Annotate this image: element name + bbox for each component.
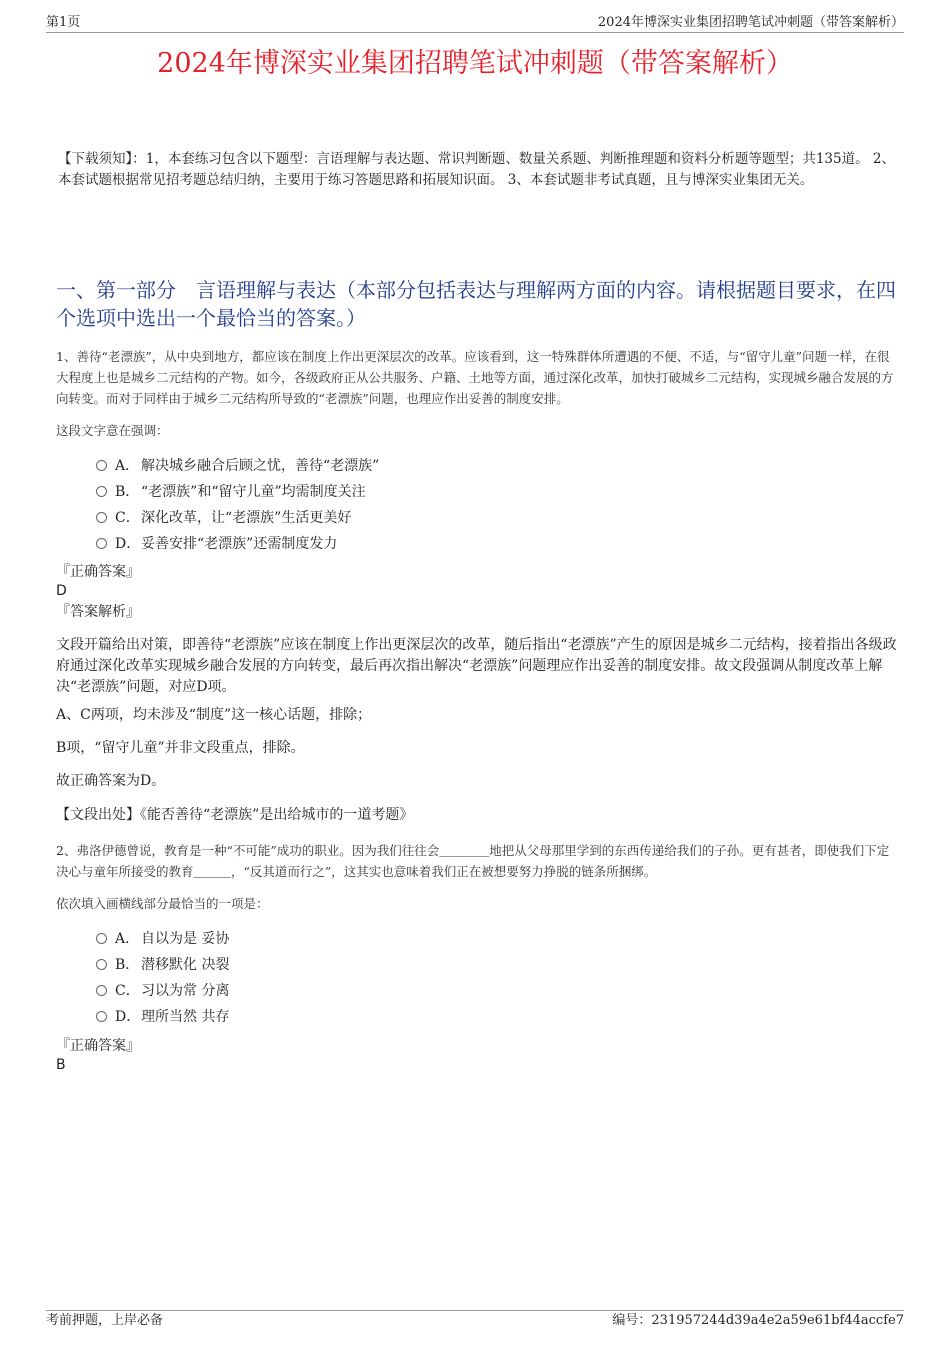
- radio-icon[interactable]: [96, 1011, 107, 1022]
- question-1-analysis-p2: A、C两项，均未涉及“制度”这一核心话题，排除；: [56, 707, 372, 723]
- question-1-option-d[interactable]: D．妥善安排“老漂族”还需制度发力: [96, 531, 898, 557]
- page-header: [46, 14, 904, 33]
- question-1-option-c[interactable]: C．深化改革，让“老漂族”生活更美好: [96, 505, 898, 531]
- question-2-option-b[interactable]: B． 潜移默化 决裂: [96, 952, 898, 978]
- question-2-answer: B: [56, 1057, 66, 1073]
- radio-icon[interactable]: [96, 486, 107, 497]
- header-doc-title: 2024年博深实业集团招聘笔试冲刺题（带答案解析）: [597, 15, 904, 30]
- radio-icon[interactable]: [96, 538, 107, 549]
- question-1-text: 1、善待“老漂族”，从中央到地方，都应该在制度上作出更深层次的改革。应该看到，这一特殊群体所遭遇的不便、不适，与“留守儿童”问题一样，在很大程度上也是城乡二元结构的产物。如今，各级政府正从公共服务、户籍、土地等方面，通过深化改革，加快打破城乡二元结构，实现城乡融合发展的方向转变。而对于同样由于城乡二元结构所导致的“老漂族”问题，也理应作出妥善的制度安排。: [56, 349, 894, 406]
- question-1-analysis-label: 『答案解析』: [56, 604, 140, 620]
- radio-icon[interactable]: [96, 959, 107, 970]
- question-2-option-a[interactable]: A． 自以为是 妥协: [96, 926, 898, 952]
- radio-icon[interactable]: [96, 933, 107, 944]
- question-1-options: [96, 453, 898, 557]
- question-2-text: 2、弗洛伊德曾说，教育是一种“不可能”成功的职业。因为我们往往会＿＿＿＿地把从父母那里学到的东西传递给我们的子孙。更有甚者，即使我们下定决心与童年所接受的教育＿＿＿，“反其道而行之”，这其实也意味着我们正在被想要努力挣脱的链条所捆绑。: [56, 843, 890, 879]
- download-notice: 【下载须知】：1，本套练习包含以下题型：言语理解与表达题、常识判断题、数量关系题、判断推理题和资料分析题等题型；共135道。 2、本套试题根据常见招考题总结归纳，主要用于练习答题思路和拓展知识面。 3、本套试题非考试真题，且与博深实业集团无关。: [58, 151, 895, 188]
- question-1-answer-label: 『正确答案』: [56, 564, 140, 580]
- question-2-options: [96, 926, 898, 1030]
- question-1-answer: D: [56, 583, 67, 599]
- footer-slogan: 考前押题，上岸必备: [46, 1313, 164, 1328]
- section-heading: 一、第一部分 言语理解与表达（本部分包括表达与理解两方面的内容。请根据题目要求，在四个选项中选出一个最恰当的答案。）: [56, 278, 896, 330]
- question-2-prompt: 依次填入画横线部分最恰当的一项是：: [56, 896, 269, 911]
- question-2-option-c[interactable]: C．习以为常 分离: [96, 978, 898, 1004]
- question-1-analysis-p3: B项，“留守儿童”并非文段重点，排除。: [56, 740, 305, 756]
- radio-icon[interactable]: [96, 985, 107, 996]
- question-2-answer-label: 『正确答案』: [56, 1038, 140, 1054]
- radio-icon[interactable]: [96, 460, 107, 471]
- question-1-source: 【文段出处】《能否善待“老漂族”是出给城市的一道考题》: [56, 807, 414, 823]
- radio-icon[interactable]: [96, 512, 107, 523]
- question-1-option-b[interactable]: B． “老漂族”和“留守儿童”均需制度关注: [96, 479, 898, 505]
- question-1-prompt: 这段文字意在强调：: [56, 423, 169, 438]
- page-footer: [46, 1310, 904, 1331]
- question-1-analysis-p4: 故正确答案为D。: [56, 773, 166, 789]
- page-number: 第1页: [46, 15, 81, 30]
- question-1-analysis-p1: 文段开篇给出对策，即善待“老漂族”应该在制度上作出更深层次的改革，随后指出“老漂族”产生的原因是城乡二元结构，接着指出各级政府通过深化改革实现城乡融合发展的方向转变，最后再次指出解决“老漂族”问题理应作出妥善的制度安排。故文段强调从制度改革上解决“老漂族”问题，对应D项。: [56, 637, 897, 695]
- document-title: 2024年博深实业集团招聘笔试冲刺题（带答案解析）: [157, 48, 793, 79]
- footer-doc-id: 编号：231957244d39a4e2a59e61bf44accfe7: [612, 1313, 904, 1328]
- question-1-option-a[interactable]: A． 解决城乡融合后顾之忧，善待“老漂族”: [96, 453, 898, 479]
- question-2-option-d[interactable]: D．理所当然 共存: [96, 1004, 898, 1030]
